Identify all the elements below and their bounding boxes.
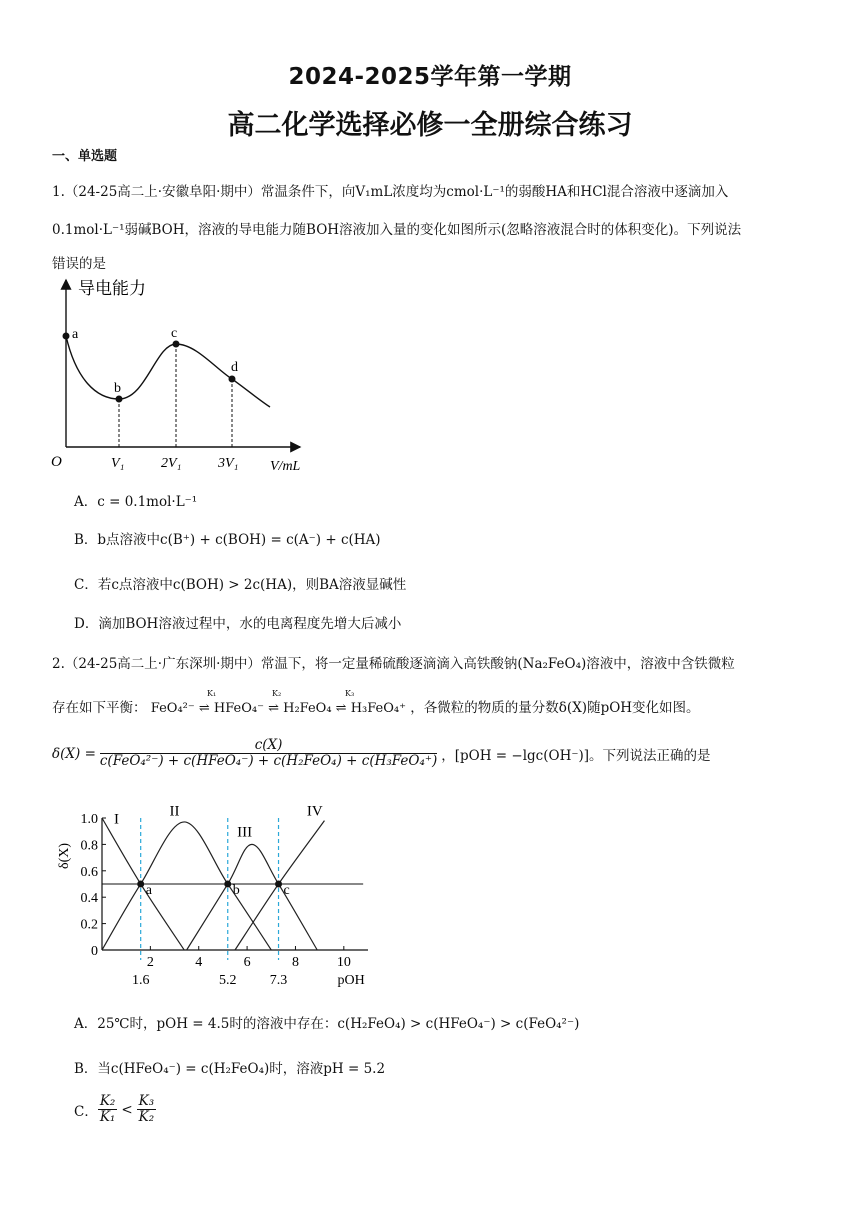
q2-option-c-den2: K₂ <box>138 1109 155 1125</box>
chart2-marker-label: 7.3 <box>269 973 288 988</box>
chart2-point-label: a <box>145 883 152 898</box>
chart2-point-label: c <box>283 883 290 898</box>
q2-option-b[interactable]: B．当c(HFeO₄⁻) = c(H₂FeO₄)时，溶液pH = 5.2 <box>74 1061 386 1077</box>
page-title-line1: 2024-2025学年第一学期 <box>288 64 572 90</box>
q2-stem-prefix: 存在如下平衡： <box>52 700 147 716</box>
q2-stem-suffix: ，各微粒的物质的量分数δ(X)随pOH变化如图。 <box>410 700 700 716</box>
chart2-series-label: IV <box>306 803 323 820</box>
q2-formula-left: δ(X) = <box>52 745 96 762</box>
chart2-y-label: δ(X) <box>57 842 72 870</box>
q2-stem-line2 <box>52 696 820 716</box>
chart2-point-label: b <box>232 883 240 898</box>
chart1-point-a <box>63 333 70 340</box>
q2-option-c-frac2 <box>137 1094 157 1125</box>
chart2-marker-label: 1.6 <box>131 973 150 988</box>
chart2-x-label: pOH <box>337 973 365 988</box>
chart2-xtick-label: 8 <box>291 955 299 970</box>
q1-option-d[interactable]: D．滴加BOH溶液过程中，水的电离程度先增大后减小 <box>74 616 402 632</box>
conductivity-chart <box>46 274 316 474</box>
chart2-xtick-label: 6 <box>243 955 251 970</box>
chart1-y-label: 导电能力 <box>78 279 146 298</box>
q1-stem-line3: 错误的是 <box>52 256 106 272</box>
chart2-series-label: III <box>237 824 253 841</box>
q2-formula-numerator: c(X) <box>100 738 437 754</box>
chart2-ytick-label: 1.0 <box>80 812 98 827</box>
chart2-ytick-label: 0 <box>91 944 98 959</box>
section-heading: 一、单选题 <box>52 149 118 164</box>
chart2-xtick-label: 2 <box>146 955 154 970</box>
q2-option-c-frac1 <box>98 1094 118 1125</box>
chart2-ytick-label: 0.6 <box>80 864 98 880</box>
q1-stem-line1: 1.（24-25高二上·安徽阜阳·期中）常温条件下，向V₁mL浓度均为cmol·L⁻¹的弱酸HA和HCl混合溶液中逐滴加入 <box>52 184 729 200</box>
q1-stem-line2: 0.1mol·L⁻¹弱碱BOH，溶液的导电能力随BOH溶液加入量的变化如图所示(忽略溶液混合时的体积变化)。下列说法 <box>52 222 742 238</box>
chart1-point-c <box>173 341 180 348</box>
chart2-series-II <box>102 822 271 950</box>
q1-option-a[interactable]: A．c = 0.1mol·L⁻¹ <box>74 494 198 510</box>
chart1-x-label: V/mL <box>270 459 301 474</box>
chart1-label-b: b <box>114 381 121 396</box>
chart1-label-c: c <box>171 326 178 341</box>
q2-option-c-num1: K₂ <box>99 1093 116 1109</box>
q2-option-c-den1: K₁ <box>99 1109 116 1125</box>
speciation-chart <box>50 800 380 992</box>
chart2-xtick-label: 4 <box>195 955 203 970</box>
q2-option-c-num2: K₃ <box>138 1093 155 1109</box>
chart2-point <box>137 881 144 888</box>
chart1-tick-v1: V₁ <box>111 456 125 471</box>
q2-formula-fraction <box>100 738 437 769</box>
chart1-tick-3v1: 3V₁ <box>218 456 239 471</box>
q2-equilibria-text: FeO₄²⁻ ⇌ HFeO₄⁻ ⇌ H₂FeO₄ ⇌ H₃FeO₄⁺ <box>150 701 406 716</box>
q2-option-c-op: < <box>121 1101 133 1118</box>
chart1-label-d: d <box>231 360 238 375</box>
q2-formula <box>52 738 711 769</box>
chart2-series-III <box>187 844 318 950</box>
chart1-label-a: a <box>72 327 79 342</box>
q2-k1-label: K₁ <box>207 689 217 698</box>
q2-equilibria <box>151 701 406 716</box>
chart1-point-b <box>116 396 123 403</box>
q2-formula-poh: ，[pOH = −lgc(OH⁻)]。下列说法正确的是 <box>441 747 711 764</box>
chart1-tick-2v1: 2V₁ <box>161 456 182 471</box>
page-title-line2: 高二化学选择必修一全册综合练习 <box>227 110 633 141</box>
q2-stem-line1: 2.（24-25高二上·广东深圳·期中）常温下，将一定量稀硫酸逐滴滴入高铁酸钠(Na₂FeO₄)溶液中，溶液中含铁微粒 <box>52 656 735 672</box>
q2-option-a[interactable]: A．25℃时，pOH = 4.5时的溶液中存在：c(H₂FeO₄) > c(HFeO₄⁻) > c(FeO₄²⁻) <box>74 1016 580 1032</box>
chart1-origin: O <box>51 454 62 470</box>
q2-option-c-prefix: C． <box>74 1103 98 1120</box>
chart2-ytick-label: 0.2 <box>80 917 98 933</box>
chart2-marker-label: 5.2 <box>218 973 237 988</box>
q2-k2-label: K₂ <box>272 689 282 698</box>
chart2-ytick-label: 0.4 <box>80 891 98 907</box>
chart2-point <box>224 881 231 888</box>
chart2-series-label: I <box>114 811 120 828</box>
chart1-curve <box>66 336 270 407</box>
q1-option-b[interactable]: B．b点溶液中c(B⁺) + c(BOH) = c(A⁻) + c(HA) <box>74 532 381 548</box>
q2-formula-denominator: c(FeO₄²⁻) + c(HFeO₄⁻) + c(H₂FeO₄) + c(H₃FeO₄⁺) <box>99 753 438 769</box>
q2-k3-label: K₃ <box>345 689 355 698</box>
chart2-point <box>275 881 282 888</box>
chart2-ytick-label: 0.8 <box>80 838 98 854</box>
chart2-series-label: II <box>169 803 180 820</box>
q2-option-c[interactable] <box>74 1094 156 1125</box>
q1-option-c[interactable]: C．若c点溶液中c(BOH) > 2c(HA)，则BA溶液显碱性 <box>74 577 407 593</box>
chart2-xtick-label: 10 <box>336 955 351 970</box>
chart1-point-d <box>229 376 236 383</box>
